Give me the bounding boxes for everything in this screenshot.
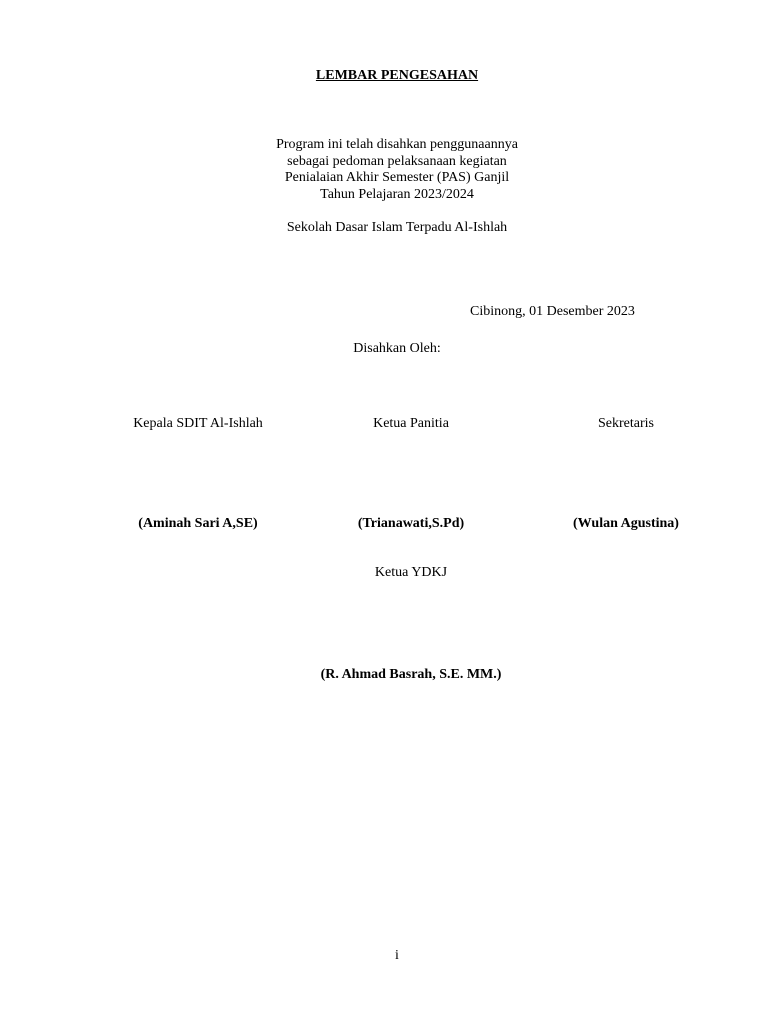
signatory-role-secretary: Sekretaris (598, 416, 654, 431)
signatory-name-committee-chair: (Trianawati,S.Pd) (357, 516, 465, 531)
signatory-name-foundation-chair: (R. Ahmad Basrah, S.E. MM.) (320, 667, 502, 682)
approved-by-label: Disahkan Oleh: (353, 341, 441, 356)
page-number: i (395, 948, 399, 963)
signatory-name-secretary: (Wulan Agustina) (573, 516, 679, 531)
statement-line: Program ini telah disahkan penggunaannya (276, 137, 518, 152)
document-title: LEMBAR PENGESAHAN (315, 68, 479, 83)
approval-statement (276, 137, 518, 203)
signatory-role-principal: Kepala SDIT Al-Ishlah (133, 416, 263, 431)
signatory-role-foundation-chair: Ketua YDKJ (374, 565, 448, 580)
place-date: Cibinong, 01 Desember 2023 (470, 304, 635, 319)
statement-line: Penialaian Akhir Semester (PAS) Ganjil (284, 170, 510, 186)
school-name: Sekolah Dasar Islam Terpadu Al-Ishlah (286, 220, 508, 235)
statement-line: Tahun Pelajaran 2023/2024 (320, 186, 474, 202)
statement-line: sebagai pedoman pelaksanaan kegiatan (287, 153, 507, 169)
signatory-name-principal: (Aminah Sari A,SE) (138, 516, 258, 531)
signatory-role-committee-chair: Ketua Panitia (373, 416, 449, 431)
